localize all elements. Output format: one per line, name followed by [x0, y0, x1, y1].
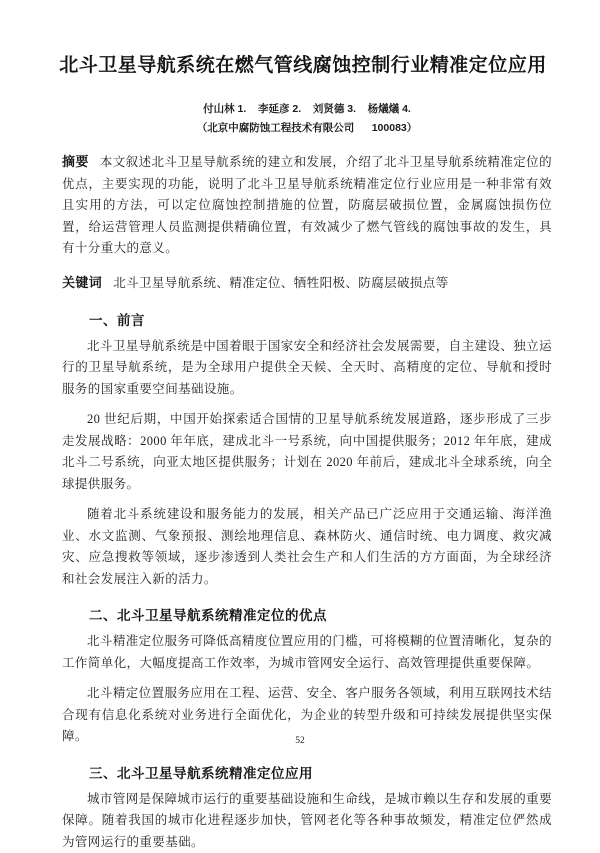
abstract-text: 本文叙述北斗卫星导航系统的建立和发展，介绍了北斗卫星导航系统精准定位的优点，主要实现的功能，说明了北斗卫星导航系统精准定位行业应用是一种非常有效且实用的方法，可以定位腐蚀控制措施的位置，防腐层破损位置，金属腐蚀损伤位置，给运营管理人员监测提供精确位置，有效减少了燃气管线的腐蚀事故的发生，具有十分重大的意义。 [62, 155, 552, 255]
paragraph: 20 世纪后期，中国开始探索适合国情的卫星导航系统发展道路，逐步形成了三步走发展战略：2000 年年底，建成北斗一号系统，向中国提供服务；2012 年年底，建成北斗二号系统，向亚太地区提供服务；计划在 2020 年前后，建成北斗全球系统，向全球提供服务。 [62, 409, 552, 495]
paragraph: 北斗精准定位服务可降低高精度位置应用的门槛，可将模糊的位置清晰化，复杂的工作简单化，大幅度提高工作效率，为城市管网安全运行、高效管理提供重要保障。 [62, 631, 552, 674]
keywords-label: 关键词 [62, 275, 102, 290]
affiliation-line: （北京中腐防蚀工程技术有限公司 100083） [62, 120, 552, 135]
abstract-label: 摘要 [62, 154, 89, 169]
page-title: 北斗卫星导航系统在燃气管线腐蚀控制行业精准定位应用 [54, 50, 552, 77]
paragraph: 北斗精定位置服务应用在工程、运营、安全、客户服务各领域，利用互联网技术结合现有信息化系统对业务进行全面优化，为企业的转型升级和可持续发展提供坚实保障。 [62, 683, 552, 748]
keywords-text: 北斗卫星导航系统、精准定位、牺牲阳极、防腐层破损点等 [113, 276, 448, 290]
page-number: 52 [0, 736, 600, 746]
section-heading-3: 三、北斗卫星导航系统精准定位应用 [62, 762, 552, 782]
authors-line: 付山林 1. 李延彦 2. 刘贤德 3. 杨燨燨 4. [62, 101, 552, 116]
keywords-line [62, 272, 552, 295]
paragraph: 北斗卫星导航系统是中国着眼于国家安全和经济社会发展需要，自主建设、独立运行的卫星导航系统，是为全球用户提供全天候、全天时、高精度的定位、导航和授时服务的国家重要空间基础设施。 [62, 336, 552, 401]
section-heading-2: 二、北斗卫星导航系统精准定位的优点 [62, 604, 552, 624]
section-heading-1: 一、前言 [62, 309, 552, 329]
paragraph: 城市管网是保障城市运行的重要基础设施和生命线，是城市赖以生存和发展的重要保障。随着我国的城市化进程逐步加快，管网老化等各种事故频发，精准定位俨然成为管网运行的重要基础。 [62, 789, 552, 853]
abstract-paragraph [62, 151, 552, 260]
paragraph: 随着北斗系统建设和服务能力的发展，相关产品已广泛应用于交通运输、海洋渔业、水文监测、气象预报、测绘地理信息、森林防火、通信时统、电力调度、救灾减灾、应急搜救等领域，逐步渗透到人类社会生产和人们生活的方方面面，为全球经济和社会发展注入新的活力。 [62, 504, 552, 590]
